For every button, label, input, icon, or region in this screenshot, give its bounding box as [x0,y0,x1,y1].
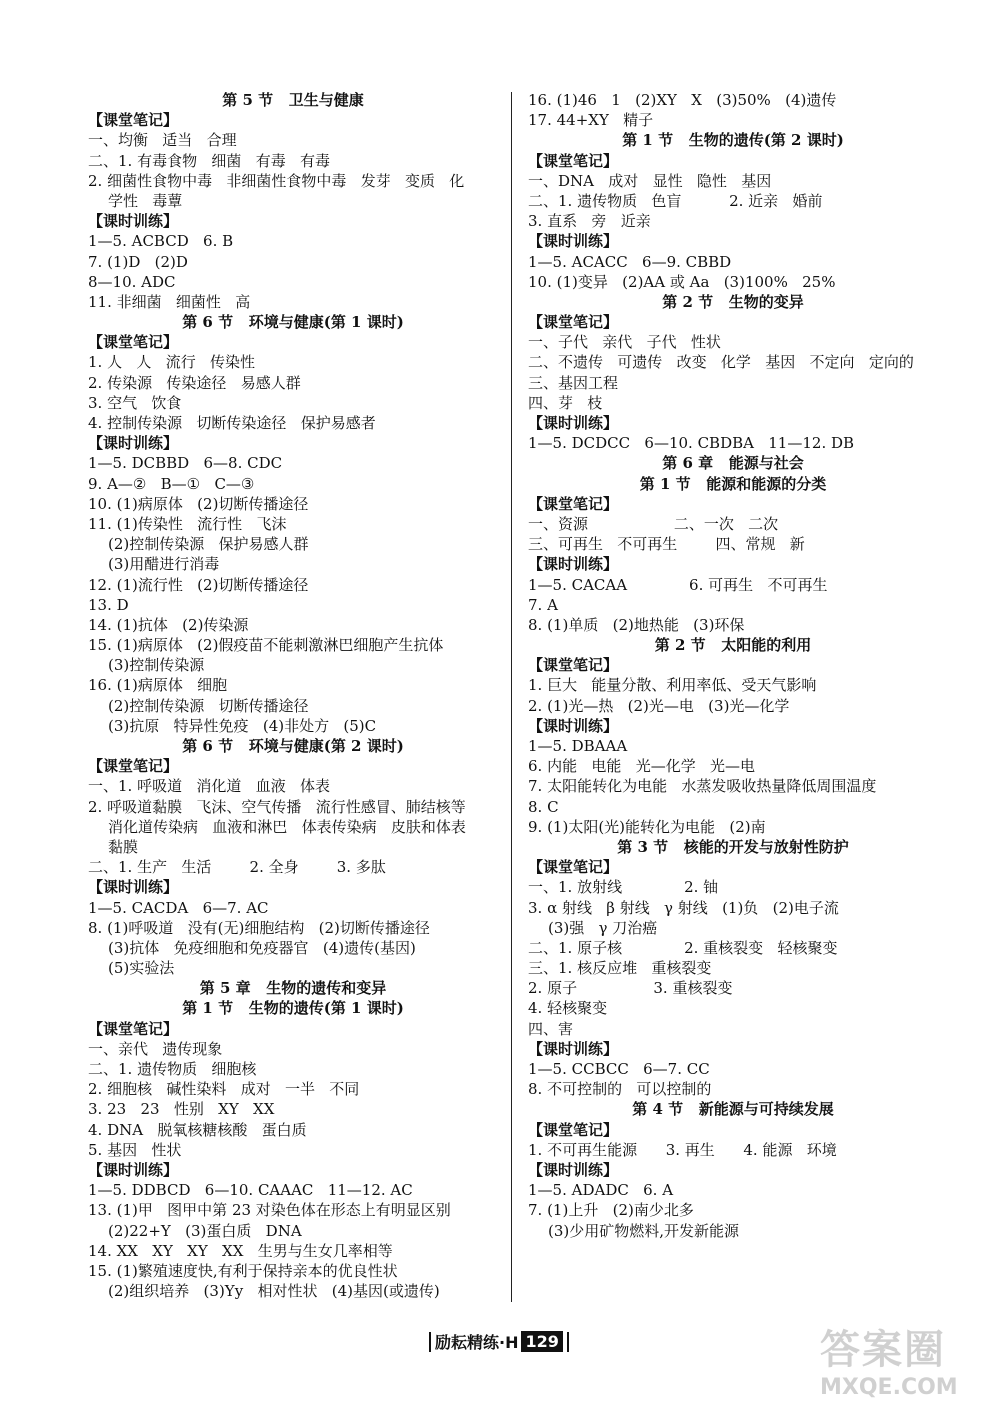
answer-line: 3. 空气 饮食 [88,393,182,412]
answer-line: 13. (1)甲 图甲中第 23 对染色体在形态上有明显区别 [88,1201,451,1220]
answer-line: 7. A [528,595,558,614]
answer-line: 二、1. 遗传物质 细胞核 [88,1060,257,1078]
answer-line: 一、1. 放射线 2. 铀 [528,878,719,897]
answer-line: (3)抗体 免疫细胞和免疫器官 (4)遗传(基因) [108,938,416,957]
answer-line: 2. 细胞核 碱性染料 成对 一半 不同 [88,1080,360,1099]
section-label: 【课堂笔记】 [88,757,179,776]
answer-line: 1. 人 人 流行 传染性 [88,353,255,372]
answer-line: 2. 呼吸道黏膜 飞沫、空气传播 流行性感冒、肺结核等 [88,797,466,816]
answer-line: 消化道传染病 血液和淋巴 体表传染病 皮肤和体表 [108,817,466,836]
page-footer [425,1330,573,1353]
section-heading: 第 6 节 环境与健康(第 1 课时) [182,313,404,332]
answer-line: 4. 控制传染源 切断传染途径 保护易感者 [88,414,376,432]
section-heading: 第 5 节 卫生与健康 [222,91,364,109]
watermark-url: MXQE.COM [820,1375,958,1400]
answer-line: (2)组织培养 (3)Yy 相对性状 (4)基因(或遗传) [108,1282,440,1301]
section-heading: 第 5 章 生物的遗传和变异 [199,979,387,998]
section-heading: 第 6 章 能源与社会 [662,454,804,473]
answer-line: 3. 直系 旁 近亲 [528,212,651,231]
footer-bar-right [567,1332,569,1352]
answer-line: 2. (1)光—热 (2)光—电 (3)光—化学 [528,696,790,715]
answer-line: (3)控制传染源 [108,656,205,675]
section-heading: 第 4 节 新能源与可持续发展 [632,1100,834,1119]
answer-line: 1—5. DCBBD 6—8. CDC [88,454,283,473]
section-label: 【课堂笔记】 [88,1019,179,1038]
answer-line: 黏膜 [108,837,139,856]
answer-line: 15. (1)病原体 (2)假疫苗不能刺激淋巴细胞产生抗体 [88,636,444,655]
answer-line: 一、子代 亲代 子代 性状 [528,333,721,352]
answer-line: 13. D [88,595,129,614]
answer-line: 5. 基因 性状 [88,1140,182,1159]
column-divider [511,92,512,1302]
answer-line: 4. 轻核聚变 [528,999,608,1018]
section-heading: 第 2 节 太阳能的利用 [654,636,812,655]
section-label: 【课堂笔记】 [528,858,619,877]
answer-line: (3)抗原 特异性免疫 (4)非处方 (5)C [108,716,377,735]
watermark-title: 答案圈 [820,1327,946,1373]
answer-line: 10. (1)病原体 (2)切断传播途径 [88,494,309,513]
answer-line: 11. (1)传染性 流行性 飞沫 [88,514,287,533]
answer-line: 8. C [528,797,559,816]
answer-line: 1. 巨大 能量分散、利用率低、受天气影响 [528,676,817,695]
answer-line: 16. (1)病原体 细胞 [88,676,228,695]
answer-line: 14. (1)抗体 (2)传染源 [88,615,249,634]
section-heading: 第 1 节 生物的遗传(第 1 课时) [182,999,404,1018]
section-label: 【课堂笔记】 [528,656,619,675]
answer-line: 1. 不可再生能源 3. 再生 4. 能源 环境 [528,1140,837,1159]
footer-brand: 励耘精练·H [435,1333,519,1352]
answer-line: 学性 毒蕈 [108,191,183,210]
answer-line: 一、1. 呼吸道 消化道 血液 体表 [88,777,330,796]
section-label: 【课时训练】 [528,232,619,251]
section-label: 【课时训练】 [88,212,179,231]
answer-line: (2)22+Y (3)蛋白质 DNA [108,1221,302,1240]
section-label: 【课堂笔记】 [528,313,619,332]
answer-line: 8. (1)单质 (2)地热能 (3)环保 [528,615,745,634]
section-label: 【课时训练】 [528,1039,619,1058]
section-label: 【课时训练】 [88,878,179,897]
section-label: 【课时训练】 [88,434,179,453]
answer-line: 1—5. DCDCC 6—10. CBDBA 11—12. DB [528,434,855,453]
answer-line: (3)少用矿物燃料,开发新能源 [548,1221,740,1240]
section-heading: 第 2 节 生物的变异 [662,292,804,311]
section-label: 【课时训练】 [528,414,619,432]
left-column [88,90,498,1301]
answer-line: 1—5. CCBCC 6—7. CC [528,1060,710,1078]
answer-line: 9. A—② B—① C—③ [88,474,255,493]
answer-line: (3)用醋进行消毒 [108,555,220,574]
answer-line: 三、1. 核反应堆 重核裂变 [528,959,712,978]
answer-line: 一、均衡 适当 合理 [88,131,237,150]
answer-line: 8—10. ADC [88,272,176,291]
answer-line: 二、1. 遗传物质 色盲 2. 近亲 婚前 [528,191,823,210]
answer-line: 7. 太阳能转化为电能 水蒸发吸收热量降低周围温度 [528,777,877,796]
answer-line: (3)强 γ 刀治癌 [548,918,658,937]
answer-line: 3. α 射线 β 射线 γ 射线 (1)负 (2)电子流 [528,898,839,917]
section-heading: 第 1 节 能源和能源的分类 [639,474,827,493]
right-column [528,90,938,1241]
answer-line: 17. 44+XY 精子 [528,111,654,130]
section-label: 【课时训练】 [528,555,619,574]
answer-line: 7. (1)D (2)D [88,252,188,271]
answer-line: (2)控制传染源 切断传播途径 [108,696,309,715]
answer-line: (2)控制传染源 保护易感人群 [108,535,309,554]
answer-line: 1—5. DDBCD 6—10. CAAAC 11—12. AC [88,1181,413,1200]
section-label: 【课堂笔记】 [88,333,179,352]
section-heading: 第 1 节 生物的遗传(第 2 课时) [622,131,844,150]
answer-line: 4. DNA 脱氧核糖核酸 蛋白质 [88,1120,307,1139]
answer-line: 11. 非细菌 细菌性 高 [88,292,251,311]
answer-line: 2. 传染源 传染途径 易感人群 [88,373,301,392]
answer-line: 四、害 [528,1019,574,1038]
answer-line: 3. 23 23 性别 XY XX [88,1100,275,1119]
answer-line: 12. (1)流行性 (2)切断传播途径 [88,575,309,594]
answer-line: 一、资源 二、一次 二次 [528,514,779,533]
answer-line: 二、1. 原子核 2. 重核裂变 轻核聚变 [528,938,838,957]
answer-line: 8. 不可控制的 可以控制的 [528,1080,712,1099]
section-label: 【课堂笔记】 [528,1120,619,1139]
answer-line: 一、DNA 成对 显性 隐性 基因 [528,171,772,190]
answer-line: 16. (1)46 1 (2)XY X (3)50% (4)遗传 [528,91,837,109]
answer-line: 8. (1)呼吸道 没有(无)细胞结构 (2)切断传播途径 [88,918,430,937]
answer-line: 四、芽 枝 [528,393,603,412]
section-label: 【课堂笔记】 [528,151,619,170]
section-label: 【课时训练】 [528,1160,619,1179]
page-number: 129 [521,1331,562,1352]
answer-line: 1—5. CACDA 6—7. AC [88,898,269,917]
answer-line: 7. (1)上升 (2)南少北多 [528,1201,694,1220]
footer-bar-left [429,1332,431,1352]
answer-line: 三、可再生 不可再生 四、常规 新 [528,535,805,554]
answer-line: 14. XX XY XY XX 生男与生女几率相等 [88,1241,393,1260]
answer-line: 二、1. 有毒食物 细菌 有毒 有毒 [88,151,330,170]
answer-line: 一、亲代 遗传现象 [88,1039,223,1058]
answer-line: 1—5. DBAAA [528,737,628,755]
section-heading: 第 3 节 核能的开发与放射性防护 [617,837,849,856]
watermark-logo [820,1318,980,1398]
section-heading: 第 6 节 环境与健康(第 2 课时) [182,737,404,755]
answer-line: 1—5. ADADC 6. A [528,1181,674,1200]
answer-line: 2. 原子 3. 重核裂变 [528,979,733,998]
answer-line: 1—5. ACBCD 6. B [88,232,234,251]
section-label: 【课堂笔记】 [528,494,619,513]
answer-line: 9. (1)太阳(光)能转化为电能 (2)南 [528,817,766,836]
answer-line: 1—5. CACAA 6. 可再生 不可再生 [528,575,828,594]
section-label: 【课堂笔记】 [88,111,179,130]
answer-line: 2. 细菌性食物中毒 非细菌性食物中毒 发芽 变质 化 [88,171,465,190]
answer-line: 三、基因工程 [528,373,619,392]
answer-line: (5)实验法 [108,959,175,978]
answer-line: 10. (1)变异 (2)AA 或 Aa (3)100% 25% [528,272,836,291]
answer-line: 15. (1)繁殖速度快,有利于保持亲本的优良性状 [88,1261,398,1280]
section-label: 【课时训练】 [88,1160,179,1179]
section-label: 【课时训练】 [528,716,619,735]
answer-line: 6. 内能 电能 光—化学 光—电 [528,757,755,776]
answer-line: 1—5. ACACC 6—9. CBBD [528,252,732,271]
answer-line: 二、1. 生产 生活 2. 全身 3. 多肽 [88,858,386,877]
answer-line: 二、不遗传 可遗传 改变 化学 基因 不定向 定向的 [528,353,914,372]
